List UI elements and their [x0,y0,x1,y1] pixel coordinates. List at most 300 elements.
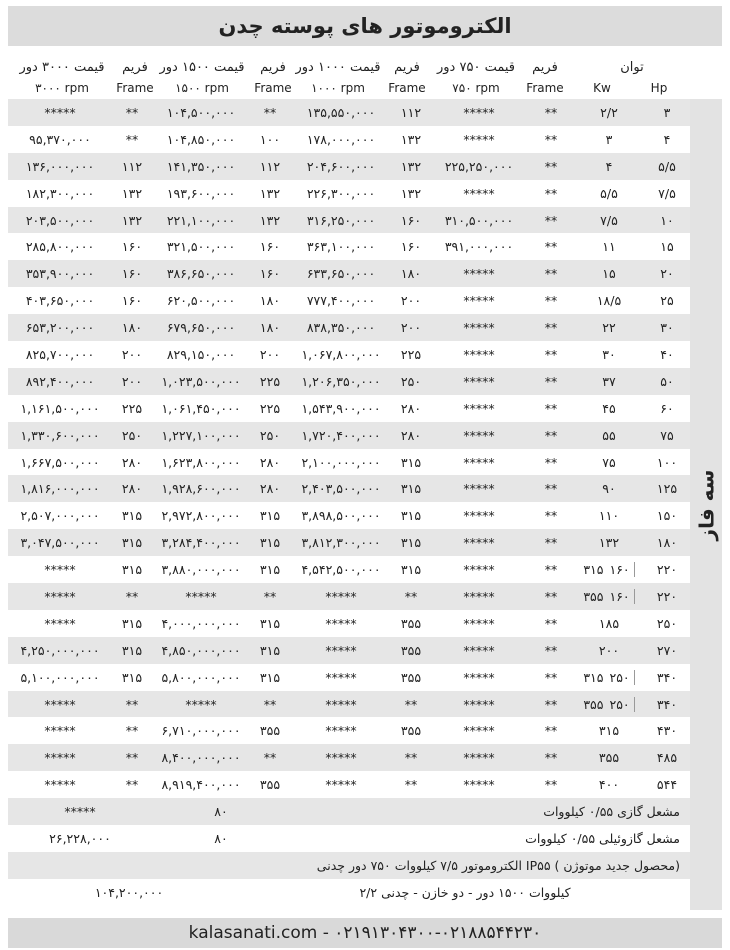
price-750-cell: ***** [430,502,528,529]
kw-cell: ۷۵ [574,449,644,476]
frame-750-cell: ** [528,744,574,771]
frame-1000-cell: ۱۶۰ [392,233,430,260]
table-row [8,233,690,260]
frame-1500-cell: ۱۶۰ [250,260,290,287]
price-1500-cell: ۱,۶۲۳,۸۰۰,۰۰۰ [152,449,250,476]
frame-1500-cell: ۱۳۲ [250,180,290,207]
note-frame: ۸۰ [152,825,290,852]
price-3000-cell: ۲۸۵,۸۰۰,۰۰۰ [8,233,112,260]
note-row [8,825,690,852]
frame-1000-cell: ۳۱۵ [392,475,430,502]
frame-3000-cell: ** [112,771,152,798]
hp-cell: ۱۲۵ [644,475,690,502]
frame-3000-cell: ۱۶۰ [112,260,152,287]
header-price-1500: قیمت ۱۵۰۰ دور ۱۵۰۰ rpm [159,60,245,95]
frame-750-cell: ** [528,691,574,718]
price-3000-cell: ۱,۳۳۰,۶۰۰,۰۰۰ [8,422,112,449]
frame-750-cell: ** [528,99,574,126]
frame-3000-cell: ۱۶۰ [112,287,152,314]
frame-750-cell: ** [528,449,574,476]
hp-cell: ۷/۵ [644,180,690,207]
hp-cell: ۲۰ [644,260,690,287]
price-1500-cell: ۳,۸۸۰,۰۰۰,۰۰۰ [152,556,250,583]
frame-1500-cell: ۳۱۵ [250,556,290,583]
kw-cell: ۱۵ [574,260,644,287]
price-1500-cell: ۶۲۰,۵۰۰,۰۰۰ [152,287,250,314]
hp-cell: ۲۷۰ [644,637,690,664]
price-1000-cell: ۱۷۸,۰۰۰,۰۰۰ [290,126,392,153]
frame-3000-cell: ۲۲۵ [112,395,152,422]
frame-1500-cell: ۱۳۲ [250,207,290,234]
frame-1500-cell: ۲۸۰ [250,449,290,476]
frame-750-cell: ** [528,771,574,798]
price-1500-cell: ۲۲۱,۱۰۰,۰۰۰ [152,207,250,234]
hp-cell: ۲۲۰ [644,556,690,583]
frame-3000-cell: ۱۳۲ [112,180,152,207]
price-1500-cell: ۱۰۴,۸۵۰,۰۰۰ [152,126,250,153]
header-price-3000: قیمت ۳۰۰۰ دور ۳۰۰۰ rpm [19,60,105,95]
frame-1500-cell: ۳۱۵ [250,529,290,556]
price-750-cell: ۳۱۰,۵۰۰,۰۰۰ [430,207,528,234]
price-750-cell: ***** [430,260,528,287]
kw-cell: ۳۰ [574,341,644,368]
kw-cell: ۲/۲ [574,99,644,126]
price-1000-cell: ۷۷۷,۴۰۰,۰۰۰ [290,287,392,314]
table-row [8,314,690,341]
kw-value: ۲۵۰ [610,697,635,712]
kw-cell: ۱۸۵ [574,610,644,637]
price-750-cell: ***** [430,637,528,664]
hp-cell: ۷۵ [644,422,690,449]
kw-cell: ۴۰۰ [574,771,644,798]
table-row [8,771,690,798]
kw-cell: ۷/۵ [574,207,644,234]
price-750-cell: ***** [430,341,528,368]
frame-1000-cell: ۱۶۰ [392,207,430,234]
frame-3000-cell: ۲۵۰ [112,422,152,449]
header-frame-3000: فریم Frame [116,60,154,95]
price-1000-cell: ۸۳۸,۳۵۰,۰۰۰ [290,314,392,341]
frame-1000-cell: ** [392,691,430,718]
hp-cell: ۵۴۴ [644,771,690,798]
note-label: مشعل گازوئیلی ۰/۵۵ کیلووات [290,825,690,852]
price-3000-cell: ۱۸۲,۳۰۰,۰۰۰ [8,180,112,207]
hp-cell: ۴ [644,126,690,153]
table-row [8,475,690,502]
hp-cell: ۱۵۰ [644,502,690,529]
price-3000-cell: ۲۰۳,۵۰۰,۰۰۰ [8,207,112,234]
price-3000-cell: ۳,۰۴۷,۵۰۰,۰۰۰ [8,529,112,556]
kw-cell [574,583,644,610]
frame-750-cell: ** [528,637,574,664]
frame-1000-cell: ۳۱۵ [392,449,430,476]
price-3000-cell: ۱,۸۱۶,۰۰۰,۰۰۰ [8,475,112,502]
frame-1000-cell: ۳۱۵ [392,529,430,556]
frame-750-cell: ** [528,341,574,368]
frame-3000-cell: ** [112,583,152,610]
price-1500-cell: ۸,۴۰۰,۰۰۰,۰۰۰ [152,744,250,771]
table-row [8,153,690,180]
kw-cell: ۳ [574,126,644,153]
frame-1000-cell: ۳۵۵ [392,717,430,744]
price-3000-cell: ۸۲۵,۷۰۰,۰۰۰ [8,341,112,368]
table-row [8,691,690,718]
price-750-cell: ***** [430,664,528,691]
price-1500-cell: ۱,۰۶۱,۴۵۰,۰۰۰ [152,395,250,422]
frame-750-cell: ** [528,475,574,502]
price-1000-cell: ۱,۲۰۶,۳۵۰,۰۰۰ [290,368,392,395]
kw-cell: ۳۷ [574,368,644,395]
price-1000-cell: ***** [290,771,392,798]
kw-frame: ۳۵۵ [583,696,604,712]
kw-cell [574,556,644,583]
price-3000-cell: ۸۹۲,۴۰۰,۰۰۰ [8,368,112,395]
price-1000-cell: ۲۲۶,۳۰۰,۰۰۰ [290,180,392,207]
frame-750-cell: ** [528,717,574,744]
price-750-cell: ۳۹۱,۰۰۰,۰۰۰ [430,233,528,260]
frame-750-cell: ** [528,153,574,180]
table-row [8,664,690,691]
kw-cell: ۱۳۲ [574,529,644,556]
frame-750-cell: ** [528,314,574,341]
hp-cell: ۵/۵ [644,153,690,180]
frame-3000-cell: ۳۱۵ [112,502,152,529]
price-3000-cell: ***** [8,771,112,798]
hp-cell: ۲۵۰ [644,610,690,637]
price-750-cell: ***** [430,395,528,422]
price-750-cell: ***** [430,475,528,502]
frame-3000-cell: ** [112,126,152,153]
price-1500-cell: ۱۹۳,۶۰۰,۰۰۰ [152,180,250,207]
frame-3000-cell: ** [112,717,152,744]
frame-750-cell: ** [528,287,574,314]
frame-1500-cell: ۲۵۰ [250,422,290,449]
price-3000-cell: ۴,۲۵۰,۰۰۰,۰۰۰ [8,637,112,664]
price-750-cell: ***** [430,314,528,341]
price-1000-cell: ۱,۷۲۰,۴۰۰,۰۰۰ [290,422,392,449]
note-row [8,798,690,825]
kw-cell: ۵۵ [574,422,644,449]
frame-1500-cell: ** [250,744,290,771]
header-kw: Kw [593,81,611,95]
kw-cell: ۳۵۵ [574,744,644,771]
hp-cell: ۲۵ [644,287,690,314]
price-1000-cell: ۲۰۴,۶۰۰,۰۰۰ [290,153,392,180]
side-label-panel [690,99,722,910]
frame-1500-cell: ۱۱۲ [250,153,290,180]
kw-frame: ۳۱۵ [583,669,604,685]
price-750-cell: ***** [430,529,528,556]
frame-1000-cell: ۲۵۰ [392,368,430,395]
price-750-cell: ***** [430,744,528,771]
kw-cell: ۱۱۰ [574,502,644,529]
frame-3000-cell: ** [112,744,152,771]
frame-3000-cell: ۲۸۰ [112,475,152,502]
frame-1500-cell: ۱۶۰ [250,233,290,260]
price-1000-cell: ***** [290,717,392,744]
frame-3000-cell: ۱۶۰ [112,233,152,260]
table-row [8,422,690,449]
price-3000-cell: ۱۳۶,۰۰۰,۰۰۰ [8,153,112,180]
hp-cell: ۴۰ [644,341,690,368]
table-row [8,449,690,476]
page-title: الکتروموتور های پوسته چدن [8,6,722,46]
table-row [8,260,690,287]
price-1500-cell: ۸۲۹,۱۵۰,۰۰۰ [152,341,250,368]
table-row [8,610,690,637]
hp-cell: ۶۰ [644,395,690,422]
frame-1000-cell: ۲۸۰ [392,395,430,422]
frame-750-cell: ** [528,207,574,234]
frame-1000-cell: ۳۱۵ [392,502,430,529]
frame-3000-cell: ۳۱۵ [112,529,152,556]
price-1000-cell: ***** [290,610,392,637]
frame-3000-cell: ۳۱۵ [112,610,152,637]
frame-3000-cell: ** [112,691,152,718]
frame-1500-cell: ۳۱۵ [250,637,290,664]
frame-3000-cell: ۱۸۰ [112,314,152,341]
frame-3000-cell: ۲۰۰ [112,368,152,395]
table-row [8,287,690,314]
kw-frame: ۳۵۵ [583,588,604,604]
price-1000-cell: ۲,۴۰۳,۵۰۰,۰۰۰ [290,475,392,502]
table-row [8,637,690,664]
price-1500-cell: ***** [152,583,250,610]
note-row [8,879,690,906]
hp-cell: ۱۸۰ [644,529,690,556]
hp-cell: ۳ [644,99,690,126]
price-750-cell: ***** [430,691,528,718]
table-row [8,395,690,422]
price-750-cell: ***** [430,610,528,637]
price-1500-cell: ۳,۲۸۴,۴۰۰,۰۰۰ [152,529,250,556]
frame-1000-cell: ۳۱۵ [392,556,430,583]
header-price-1000: قیمت ۱۰۰۰ دور ۱۰۰۰ rpm [295,60,381,95]
hp-cell: ۱۰۰ [644,449,690,476]
note-price: ***** [8,798,152,825]
note-label: مشعل گازی ۰/۵۵ کیلووات [290,798,690,825]
frame-1000-cell: ۳۵۵ [392,637,430,664]
price-1500-cell: ۲,۹۷۲,۸۰۰,۰۰۰ [152,502,250,529]
price-1500-cell: ۳۸۶,۶۵۰,۰۰۰ [152,260,250,287]
hp-cell: ۳۴۰ [644,691,690,718]
table-row [8,207,690,234]
price-1000-cell: ***** [290,637,392,664]
price-3000-cell: ۳۵۳,۹۰۰,۰۰۰ [8,260,112,287]
note-label: الکتروموتور ۷/۵ کیلووات ۷۵۰ دور چدنی IP۵۵ ( محصول جدید موتوژن) [8,852,690,879]
table-row [8,99,690,126]
header-frame-1000: فریم Frame [388,60,426,95]
price-1000-cell: ۱,۰۶۷,۸۰۰,۰۰۰ [290,341,392,368]
frame-3000-cell: ۳۱۵ [112,664,152,691]
price-3000-cell: ۶۵۳,۲۰۰,۰۰۰ [8,314,112,341]
frame-750-cell: ** [528,583,574,610]
price-750-cell: ***** [430,556,528,583]
frame-3000-cell: ۲۸۰ [112,449,152,476]
table-row [8,744,690,771]
price-3000-cell: ۲,۵۰۷,۰۰۰,۰۰۰ [8,502,112,529]
side-label: سه فاز [694,469,719,540]
kw-value: ۱۶۰ [610,589,635,604]
kw-cell: ۴۵ [574,395,644,422]
price-750-cell: ***** [430,180,528,207]
price-1000-cell: ۱,۵۴۳,۹۰۰,۰۰۰ [290,395,392,422]
price-1500-cell: ۱,۹۲۸,۶۰۰,۰۰۰ [152,475,250,502]
kw-cell: ۵/۵ [574,180,644,207]
header-hp: Hp [650,81,668,95]
frame-1000-cell: ۱۸۰ [392,260,430,287]
note-label: ۲/۲ کیلووات ۱۵۰۰ دور - دو خازن - چدنی [250,879,690,906]
price-3000-cell: ***** [8,717,112,744]
hp-cell: ۳۰ [644,314,690,341]
table-row [8,368,690,395]
kw-value: ۱۶۰ [610,562,635,577]
price-3000-cell: ۴۰۳,۶۵۰,۰۰۰ [8,287,112,314]
kw-cell: ۲۲ [574,314,644,341]
price-1500-cell: ۳۲۱,۵۰۰,۰۰۰ [152,233,250,260]
table-row [8,502,690,529]
frame-3000-cell: ۳۱۵ [112,637,152,664]
note-row [8,852,690,879]
price-table [8,99,690,906]
kw-cell [574,691,644,718]
kw-cell: ۱۱ [574,233,644,260]
price-750-cell: ***** [430,368,528,395]
frame-750-cell: ** [528,556,574,583]
frame-1500-cell: ** [250,99,290,126]
price-750-cell: ***** [430,126,528,153]
frame-750-cell: ** [528,368,574,395]
price-1500-cell: ۱,۰۲۳,۵۰۰,۰۰۰ [152,368,250,395]
frame-750-cell: ** [528,502,574,529]
price-3000-cell: ***** [8,691,112,718]
frame-1000-cell: ۳۵۵ [392,664,430,691]
frame-1000-cell: ۱۳۲ [392,180,430,207]
table-row [8,717,690,744]
price-1500-cell: ۵,۸۰۰,۰۰۰,۰۰۰ [152,664,250,691]
kw-cell: ۴ [574,153,644,180]
kw-cell [574,664,644,691]
frame-1000-cell: ۳۵۵ [392,610,430,637]
frame-750-cell: ** [528,529,574,556]
frame-750-cell: ** [528,126,574,153]
table-row [8,583,690,610]
price-1500-cell: ۶,۷۱۰,۰۰۰,۰۰۰ [152,717,250,744]
header-power: توان [620,60,644,75]
frame-1000-cell: ۱۱۲ [392,99,430,126]
note-price: ۲۶,۲۲۸,۰۰۰ [8,825,152,852]
frame-1000-cell: ۱۳۲ [392,126,430,153]
table-row [8,556,690,583]
frame-1500-cell: ۳۵۵ [250,717,290,744]
frame-1500-cell: ۱۸۰ [250,314,290,341]
frame-3000-cell: ۲۰۰ [112,341,152,368]
price-750-cell: ***** [430,583,528,610]
price-1500-cell: ۱,۲۲۷,۱۰۰,۰۰۰ [152,422,250,449]
kw-cell: ۳۱۵ [574,717,644,744]
frame-1000-cell: ** [392,583,430,610]
hp-cell: ۱۵ [644,233,690,260]
price-1500-cell: ۴,۸۵۰,۰۰۰,۰۰۰ [152,637,250,664]
frame-1000-cell: ۲۲۵ [392,341,430,368]
kw-cell: ۹۰ [574,475,644,502]
frame-1500-cell: ۲۰۰ [250,341,290,368]
price-1000-cell: ۴,۵۴۲,۵۰۰,۰۰۰ [290,556,392,583]
frame-750-cell: ** [528,233,574,260]
header-frame-750: فریم Frame [526,60,564,95]
price-1000-cell: ***** [290,664,392,691]
table-row [8,126,690,153]
hp-cell: ۲۲۰ [644,583,690,610]
frame-1500-cell: ۱۰۰ [250,126,290,153]
hp-cell: ۵۰ [644,368,690,395]
frame-3000-cell: ۱۳۲ [112,207,152,234]
frame-1500-cell: ۲۲۵ [250,368,290,395]
kw-cell: ۲۰۰ [574,637,644,664]
kw-value: ۲۵۰ [610,670,635,685]
frame-1500-cell: ۲۲۵ [250,395,290,422]
price-3000-cell: ۵,۱۰۰,۰۰۰,۰۰۰ [8,664,112,691]
price-1000-cell: ۲,۱۰۰,۰۰۰,۰۰۰ [290,449,392,476]
frame-1000-cell: ** [392,744,430,771]
frame-1500-cell: ۲۸۰ [250,475,290,502]
frame-1000-cell: ۲۸۰ [392,422,430,449]
frame-750-cell: ** [528,180,574,207]
frame-3000-cell: ** [112,99,152,126]
frame-750-cell: ** [528,422,574,449]
price-1500-cell: ۴,۰۰۰,۰۰۰,۰۰۰ [152,610,250,637]
price-1500-cell: ***** [152,691,250,718]
price-3000-cell: ***** [8,583,112,610]
price-1000-cell: ۳,۸۱۲,۳۰۰,۰۰۰ [290,529,392,556]
frame-750-cell: ** [528,610,574,637]
price-3000-cell: ***** [8,610,112,637]
hp-cell: ۴۳۰ [644,717,690,744]
frame-1500-cell: ۳۵۵ [250,771,290,798]
header-frame-1500: فریم Frame [254,60,292,95]
header-price-750: قیمت ۷۵۰ دور ۷۵۰ rpm [437,60,515,95]
frame-1000-cell: ۱۳۲ [392,153,430,180]
hp-cell: ۴۸۵ [644,744,690,771]
frame-1500-cell: ۱۸۰ [250,287,290,314]
price-750-cell: ***** [430,449,528,476]
note-price: ۱۰۴,۲۰۰,۰۰۰ [8,879,250,906]
price-1000-cell: ۳,۸۹۸,۵۰۰,۰۰۰ [290,502,392,529]
price-3000-cell: ***** [8,99,112,126]
price-1500-cell: ۸,۹۱۹,۴۰۰,۰۰۰ [152,771,250,798]
kw-frame: ۳۱۵ [583,562,604,578]
frame-1500-cell: ** [250,691,290,718]
price-750-cell: ***** [430,422,528,449]
frame-1000-cell: ۲۰۰ [392,287,430,314]
price-1000-cell: ۶۳۳,۶۵۰,۰۰۰ [290,260,392,287]
price-1000-cell: ***** [290,744,392,771]
note-frame: ۸۰ [152,798,290,825]
hp-cell: ۱۰ [644,207,690,234]
frame-1000-cell: ۲۰۰ [392,314,430,341]
frame-750-cell: ** [528,664,574,691]
price-1000-cell: ***** [290,583,392,610]
frame-750-cell: ** [528,395,574,422]
price-750-cell: ***** [430,717,528,744]
price-1000-cell: ۳۶۳,۱۰۰,۰۰۰ [290,233,392,260]
price-3000-cell: ***** [8,556,112,583]
kw-cell: ۱۸/۵ [574,287,644,314]
frame-1000-cell: ** [392,771,430,798]
price-3000-cell: ۱,۶۶۷,۵۰۰,۰۰۰ [8,449,112,476]
price-1500-cell: ۱۴۱,۳۵۰,۰۰۰ [152,153,250,180]
price-1500-cell: ۱۰۴,۵۰۰,۰۰۰ [152,99,250,126]
